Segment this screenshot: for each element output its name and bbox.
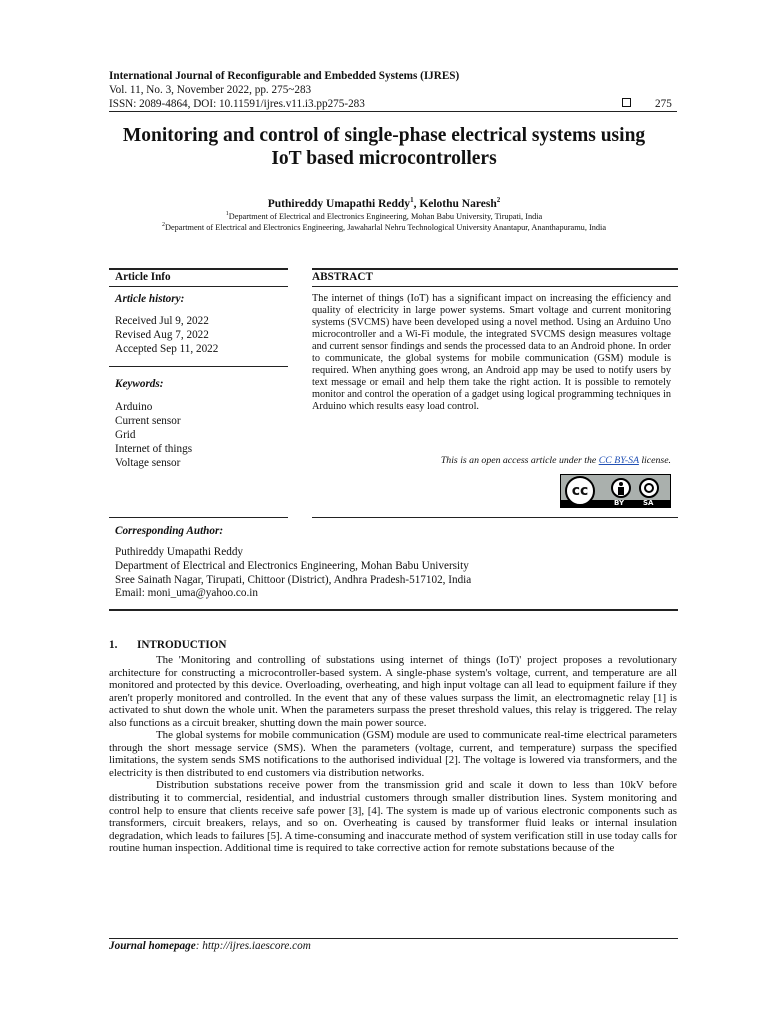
badge-sa-label: SA: [643, 499, 654, 507]
journal-name: International Journal of Reconfigurable and Embedded Systems (IJRES): [109, 70, 460, 82]
license-prefix: This is an open access article under the: [440, 455, 599, 466]
affiliation-2-text: Department of Electrical and Electronics Engineering, Jawaharlal Nehru Technological University Anantapur, Ananthapuramu, India: [164, 222, 607, 232]
volume-info: Vol. 11, No. 3, November 2022, pp. 275~283: [109, 84, 312, 96]
abstract-text: The internet of things (IoT) has a significant impact on increasing the efficiency and quality of electricity in large power systems. Smart voltage and current monitoring systems (SVCMS) have been developed using a novel method. Using an Arduino Uno microcontroller and a Wi-Fi module, the integrated SVCMS design measures voltage and current sensor findings and sends the processed data to an Android phone. In order to communicate, the global systems for mobile communication (GSM) module is required. When anything goes wrong, an Android app may be used to notify users by text message or email and help them take the right action. It is possible to remotely monitor and control the operation of a gadget using logical programming techniques in Arduino which results easy load control.: [312, 293, 671, 413]
corresponding-dept: Department of Electrical and Electronics Engineering, Mohan Babu University: [115, 559, 469, 572]
corresponding-name: Puthireddy Umapathi Reddy: [115, 546, 244, 558]
abstract-bottom-rule: [312, 517, 678, 518]
keyword-item: Internet of things: [115, 443, 193, 455]
author-2-sup: 2: [496, 196, 501, 204]
sa-share-icon: [639, 478, 659, 498]
corresponding-email: Email: moni_uma@yahoo.co.in: [115, 587, 258, 600]
paragraph-3: Distribution substations receive power from the transmission grid and scale it down to less than 10kV before distributing it to commercial, residential, and industrial customers through smaller distribution lines. System monitoring and control help to ensure that clients receive safe power [3], [4]. The system is made up of various electronic components such as transformers, circuit breakers, relays, and so on. Overheating is caused by transformer fluid leaks or internal insulation degradation, which leads to failures [5]. A time-consuming and inaccurate method of system verification still in use today calls for routine human inspection. Additional time is required to take corrective action for remote substations because of the: [109, 779, 677, 855]
author-separator: ,: [413, 197, 420, 210]
keywords-heading: Keywords:: [115, 378, 164, 390]
license-link[interactable]: CC BY-SA: [598, 455, 639, 466]
history-dates: [115, 315, 218, 356]
cc-icon: cc: [565, 476, 595, 506]
affiliation-1-text: Department of Electrical and Electronics Engineering, Mohan Babu University, Tirupati, India: [228, 211, 543, 221]
paragraph-1: The 'Monitoring and controlling of substations using internet of things (IoT)' project proposes a revolutionary architecture for constructing a microcontroller-based system. A single-phase system's voltage, current, and temperature are all monitored and protected by this device. Overloading, overheating, and high input voltage can all lead to equipment failure if they aren't properly monitored and controlled. In the event that any of these values surpass the limit, an electromagnetic relay [1] is activated to shut down the whole unit. When the parameters surpass the preset threshold values, this relay is triggered. The relay also functions as a circuit breaker, shutting down the main power source.: [109, 654, 677, 729]
square-icon: [622, 98, 631, 107]
homepage-label: Journal homepage: [109, 940, 196, 952]
issn-doi: ISSN: 2089-4864, DOI: 10.11591/ijres.v11.i3.pp275-283: [109, 98, 365, 110]
homepage-url[interactable]: http://ijres.iaescore.com: [202, 940, 311, 952]
journal-homepage: [109, 940, 311, 952]
footer-rule: [109, 938, 678, 939]
license-note: [312, 455, 671, 466]
paper-title: [60, 124, 708, 170]
received-date: Received Jul 9, 2022: [115, 315, 209, 327]
revised-date: Revised Aug 7, 2022: [115, 328, 209, 341]
page-number: 275: [655, 98, 672, 110]
header-rule: [109, 111, 677, 112]
title-line-2: IoT based microcontrollers: [271, 148, 497, 169]
keyword-item: Grid: [115, 429, 136, 441]
author-2: Kelothu Naresh: [419, 197, 497, 210]
affiliation-2: [60, 222, 708, 232]
article-info-top-rule: [109, 268, 288, 270]
info-bottom-rule: [109, 517, 288, 518]
affiliation-1: [60, 211, 708, 221]
author-1-sup: 1: [410, 196, 414, 204]
title-line-1: Monitoring and control of single-phase electrical systems using: [122, 125, 646, 146]
corresponding-heading: Corresponding Author:: [115, 525, 224, 537]
keyword-list: [115, 400, 192, 470]
abstract-heading: ABSTRACT: [312, 271, 373, 283]
corresponding-details: [115, 546, 471, 601]
affiliation-1-sup: 1: [225, 211, 229, 217]
license-suffix: license.: [638, 455, 671, 466]
article-info-heading: Article Info: [115, 271, 171, 283]
corresponding-address: Sree Sainath Nagar, Tirupati, Chittoor (District), Andhra Pradesh-517102, India: [115, 573, 472, 586]
by-person-icon: [611, 478, 631, 498]
keyword-item: Voltage sensor: [115, 457, 181, 469]
author-1: Puthireddy Umapathi Reddy: [267, 197, 411, 210]
keyword-item: Arduino: [115, 401, 153, 413]
keyword-item: Current sensor: [115, 415, 181, 427]
history-heading: Article history:: [115, 293, 185, 305]
affiliation-2-sup: 2: [161, 222, 165, 228]
section-heading: 1. INTRODUCTION: [109, 639, 227, 651]
paragraph-2: The global systems for mobile communication (GSM) module are used to communicate real-time electrical parameters through the short message service (SMS). When the parameters (voltage, current, and temperature) surpass the specified limitations, the system sends SMS notifications to the authorised individual [2]. The voltage is lowered via transformers, and the electricity is then distributed to end customers via distribution networks.: [109, 729, 677, 779]
homepage-sep: :: [195, 940, 203, 952]
badge-by-label: BY: [614, 499, 625, 507]
abstract-top-rule: [312, 268, 678, 270]
corresponding-bottom-rule: [109, 609, 678, 611]
abstract-rule: [312, 286, 678, 287]
author-list: [60, 196, 708, 210]
article-info-rule: [109, 286, 288, 287]
keywords-rule: [109, 366, 288, 367]
introduction-body: [109, 654, 677, 855]
cc-by-sa-badge[interactable]: [560, 474, 671, 508]
accepted-date: Accepted Sep 11, 2022: [115, 342, 219, 355]
